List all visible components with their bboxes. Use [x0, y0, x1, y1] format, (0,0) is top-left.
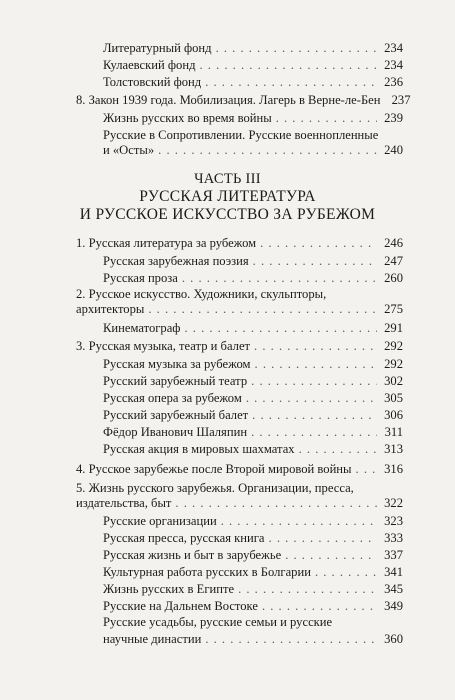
- entry-title-line1[interactable]: Русские в Сопротивлении. Русские военнопленные: [103, 128, 379, 142]
- entry-page: 311: [384, 425, 403, 439]
- entry-page: 236: [384, 75, 403, 89]
- leader-dots: [251, 374, 377, 389]
- entry-page: 234: [384, 58, 403, 72]
- entry-title-line2: архитекторы: [76, 302, 145, 316]
- entry-page: 316: [384, 462, 403, 476]
- entry-title: Русская акция в мировых шахматах: [103, 442, 295, 456]
- entry-page: 292: [384, 357, 403, 371]
- entry-page: 341: [384, 565, 403, 579]
- entry-page: 345: [384, 582, 403, 596]
- entry-title: Русские организации: [103, 514, 217, 528]
- toc-entry[interactable]: [103, 143, 403, 158]
- leader-dots: [199, 58, 377, 73]
- entry-page: 260: [384, 271, 403, 285]
- leader-dots: [254, 339, 377, 354]
- toc-entry[interactable]: [103, 357, 403, 372]
- entry-page: 360: [384, 632, 403, 646]
- toc-entry[interactable]: [103, 75, 403, 90]
- toc-entry[interactable]: [103, 41, 403, 56]
- leader-dots: [260, 236, 377, 251]
- leader-dots: [216, 41, 377, 56]
- entry-title: Русская пресса, русская книга: [103, 531, 265, 545]
- entry-title: Жизнь русских во время войны: [103, 111, 272, 125]
- toc-entry[interactable]: [103, 374, 403, 389]
- entry-page: 247: [384, 254, 403, 268]
- leader-dots: [182, 271, 377, 286]
- entry-page: 305: [384, 391, 403, 405]
- toc-entry[interactable]: [76, 302, 403, 317]
- entry-title: Русская жизнь и быт в зарубежье: [103, 548, 282, 562]
- entry-page: 323: [384, 514, 403, 528]
- entry-page: 306: [384, 408, 403, 422]
- entry-title: Толстовский фонд: [103, 75, 202, 89]
- entry-page: 240: [384, 143, 403, 157]
- leader-dots: [276, 111, 377, 126]
- entry-page: 302: [384, 374, 403, 388]
- toc-entry[interactable]: [103, 58, 403, 73]
- leader-dots: [262, 599, 377, 614]
- leader-dots: [238, 582, 377, 597]
- toc-entry[interactable]: [103, 254, 403, 269]
- entry-title-line2: научные династии: [103, 632, 202, 646]
- entry-page: 313: [384, 442, 403, 456]
- toc-entry[interactable]: [103, 111, 403, 126]
- toc-entry[interactable]: [103, 565, 403, 580]
- toc-entry[interactable]: [103, 391, 403, 406]
- entry-page: 337: [384, 548, 403, 562]
- toc-entry[interactable]: [103, 321, 403, 336]
- entry-title: 1. Русская литература за рубежом: [76, 236, 257, 250]
- leader-dots: [175, 496, 377, 511]
- entry-title: Литературный фонд: [103, 41, 212, 55]
- toc-entry[interactable]: [103, 599, 403, 614]
- toc-entry[interactable]: [103, 582, 403, 597]
- leader-dots: [255, 357, 377, 372]
- leader-dots: [269, 531, 377, 546]
- toc-entry[interactable]: [103, 531, 403, 546]
- toc-entry[interactable]: [103, 425, 403, 440]
- toc-entry[interactable]: [103, 514, 403, 529]
- leader-dots: [205, 75, 377, 90]
- entry-title-line2: издательства, быт: [76, 496, 172, 510]
- entry-title: Фёдор Иванович Шаляпин: [103, 425, 248, 439]
- entry-title: Жизнь русских в Египте: [103, 582, 235, 596]
- entry-title: Русские на Дальнем Востоке: [103, 599, 258, 613]
- entry-page: 275: [384, 302, 403, 316]
- entry-page: 292: [384, 339, 403, 353]
- leader-dots: [285, 548, 377, 563]
- leader-dots: [315, 565, 377, 580]
- leader-dots: [158, 143, 377, 158]
- entry-title: 3. Русская музыка, театр и балет: [76, 339, 251, 353]
- entry-title: Русская опера за рубежом: [103, 391, 242, 405]
- entry-title-line2: и «Осты»: [103, 143, 155, 157]
- entry-title: Кулаевский фонд: [103, 58, 196, 72]
- toc-entry[interactable]: [103, 632, 403, 647]
- toc-entry[interactable]: [103, 548, 403, 563]
- entry-title: Культурная работа русских в Болгарии: [103, 565, 311, 579]
- leader-dots: [205, 632, 377, 647]
- entry-title-line1[interactable]: Русские усадьбы, русские семьи и русские: [103, 615, 333, 629]
- leader-dots: [356, 462, 377, 477]
- toc-entry[interactable]: [103, 408, 403, 423]
- entry-page: 291: [384, 321, 403, 335]
- leader-dots: [221, 514, 377, 529]
- entry-page: 234: [384, 41, 403, 55]
- entry-title: Русская зарубежная поэзия: [103, 254, 249, 268]
- leader-dots: [246, 391, 377, 406]
- entry-title: Русский зарубежный балет: [103, 408, 249, 422]
- entry-page: 349: [384, 599, 403, 613]
- toc-entry[interactable]: [76, 339, 403, 354]
- toc-entry[interactable]: [103, 271, 403, 286]
- leader-dots: [253, 254, 377, 269]
- entry-page: 322: [384, 496, 403, 510]
- entry-title: Русская музыка за рубежом: [103, 357, 251, 371]
- part-title-line2: И РУССКОЕ ИСКУССТВО ЗА РУБЕЖОМ: [79, 206, 376, 223]
- leader-dots: [148, 302, 377, 317]
- part-number: ЧАСТЬ III: [194, 171, 261, 187]
- part-title-line1: РУССКАЯ ЛИТЕРАТУРА: [139, 188, 316, 205]
- leader-dots: [251, 425, 377, 440]
- leader-dots: [184, 321, 377, 336]
- entry-page: 246: [384, 236, 403, 250]
- toc-entry[interactable]: [76, 496, 403, 511]
- entry-page: 333: [384, 531, 403, 545]
- entry-title: Русский зарубежный театр: [103, 374, 248, 388]
- leader-dots: [299, 442, 377, 457]
- leader-dots: [252, 408, 377, 423]
- entry-page: 237: [391, 93, 411, 107]
- toc-entry[interactable]: [76, 93, 411, 108]
- entry-title: Русская проза: [103, 271, 178, 285]
- entry-title-line1[interactable]: 2. Русское искусство. Художники, скульпторы,: [76, 287, 327, 301]
- entry-title: 4. Русское зарубежье после Второй мировой войны: [76, 462, 352, 476]
- entry-title-line1[interactable]: 5. Жизнь русского зарубежья. Организации, пресса,: [76, 481, 354, 495]
- toc-entry[interactable]: [76, 462, 403, 477]
- toc-entry[interactable]: [103, 442, 403, 457]
- entry-title: 8. Закон 1939 года. Мобилизация. Лагерь в Верне-ле-Бен: [76, 93, 381, 107]
- entry-title: Кинематограф: [103, 321, 181, 335]
- toc-entry[interactable]: [76, 236, 403, 251]
- entry-page: 239: [384, 111, 403, 125]
